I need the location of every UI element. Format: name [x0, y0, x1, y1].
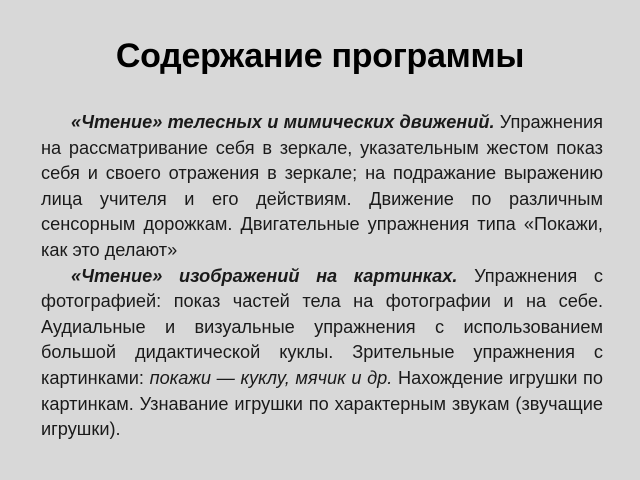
paragraph-lead: «Чтение» телесных и мимических движений.: [71, 112, 495, 132]
slide-title: Содержание программы: [115, 37, 525, 75]
paragraph-lead: «Чтение» изображений на картинках.: [71, 265, 458, 286]
paragraph-text: Упражнения с фотографией: показ частей тела на фотографии и на себе. Аудиальные и визуальные упражнения с использованием большой дидактической куклы. Зрительные упражнения с картинками:: [41, 265, 603, 388]
paragraph-text-continued: Нахождение игрушки по картинкам. Узнавание игрушки по характерным звукам (звучащие игрушки).: [41, 367, 603, 440]
slide-body: [41, 110, 603, 443]
paragraph-text: Упражнения на рассматривание себя в зеркале, указательным жестом показ себя и своего отражения в зеркале; на подражание выражению лица учителя и его действиям. Движение по различным сенсорным дорожкам. Двигательные упражнения типа «Покажи, как это делают»: [41, 112, 604, 260]
paragraph-body-movements: [41, 110, 603, 264]
paragraph-italic-example: покажи — куклу, мячик и др.: [149, 367, 393, 388]
paragraph-pictures: [41, 264, 603, 443]
